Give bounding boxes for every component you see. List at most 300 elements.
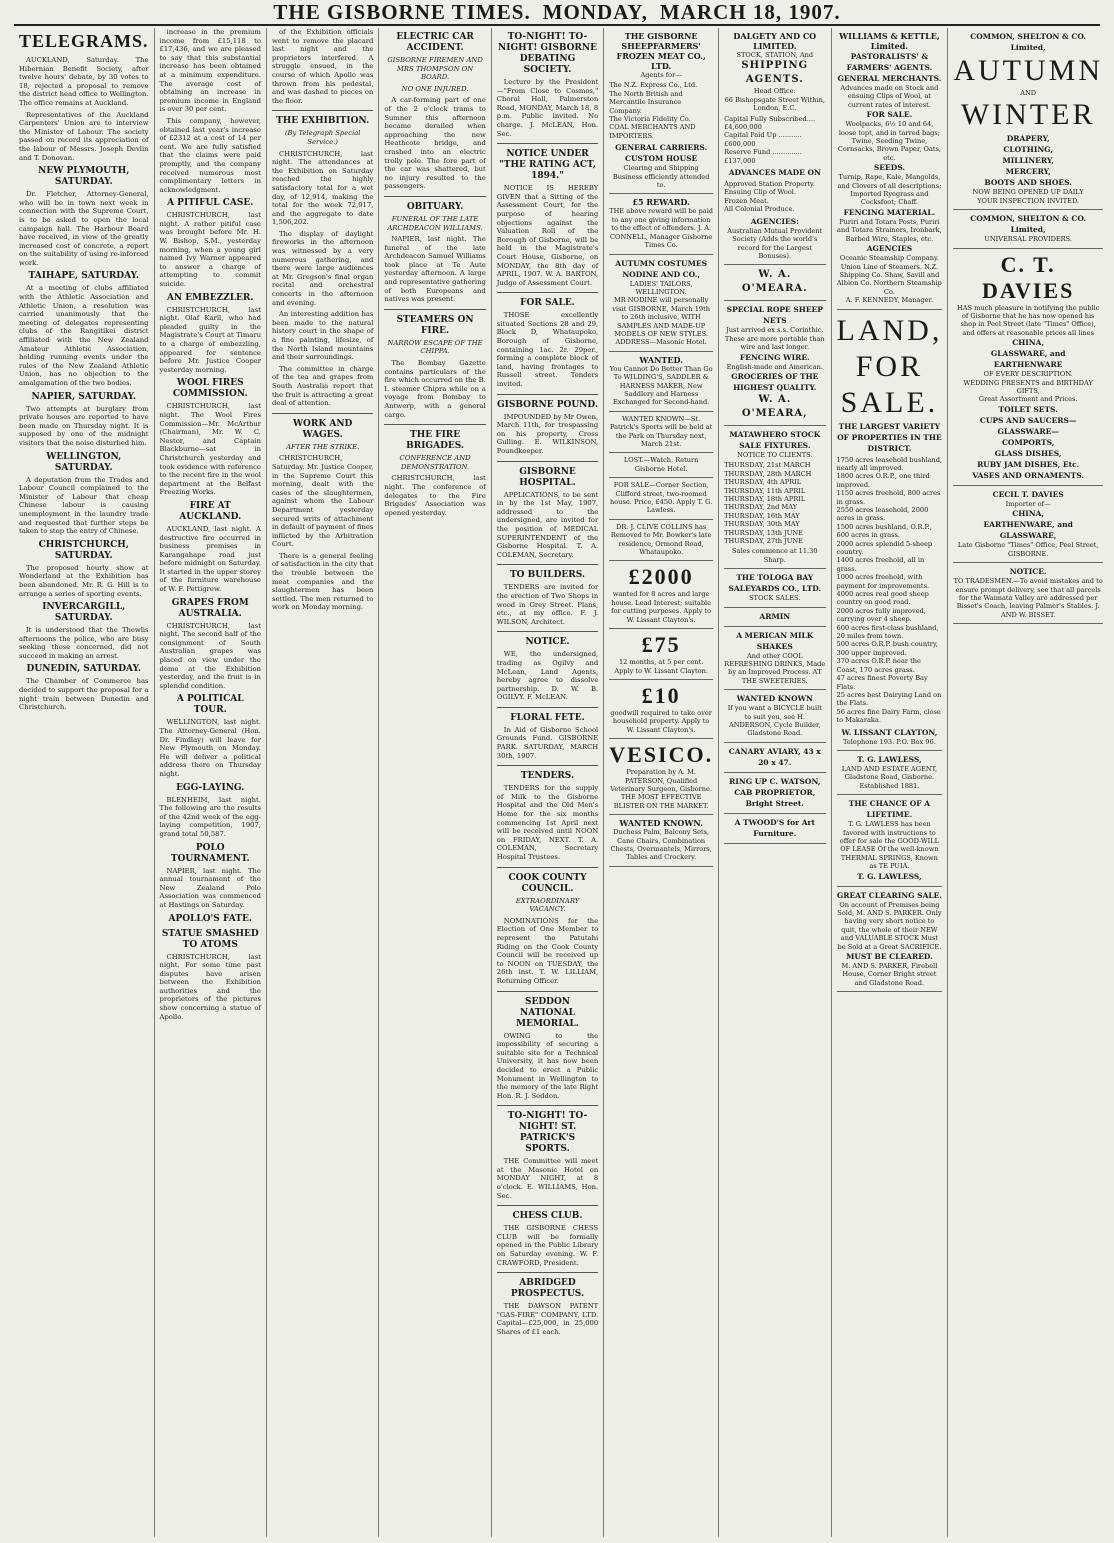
ad-line: ADDRESS—Masonic Hotel. bbox=[615, 338, 707, 347]
ad-line: Agents for— bbox=[640, 71, 682, 79]
ad-title: THE TOLOGA BAY SALEYARDS CO., LTD. bbox=[728, 573, 822, 594]
ad-contact: W. LISSANT CLAYTON, bbox=[841, 727, 938, 737]
article-subheading: GISBORNE FIREMEN AND MRS THOMPSON ON BOARD. bbox=[387, 56, 483, 82]
article-subheading: FUNERAL OF THE LATE ARCHDEACON WILLIAMS. bbox=[387, 214, 483, 232]
advertisement bbox=[609, 629, 713, 680]
ad-title: A TWOOD'S for Art Furniture. bbox=[734, 817, 815, 838]
ad-list-item: GLASSWARE, and bbox=[990, 349, 1066, 359]
ad-line: 12 months, at 5 per cent. Apply to W. Lissant Clayton. bbox=[614, 658, 708, 675]
ad-title: MUST BE CLEARED. bbox=[846, 952, 933, 962]
advertisement bbox=[953, 210, 1103, 248]
advertisement bbox=[609, 412, 713, 454]
notice-heading: TO-NIGHT! TO-NIGHT! GISBORNE DEBATING SOCIETY. bbox=[498, 32, 597, 75]
notice-heading: GISBORNE HOSPITAL. bbox=[519, 466, 576, 488]
notice-text: WE, the undersigned, trading as Ogilvy and McLean, Land Agents, hereby agree to dissolve partnership. D. W. B. OGILVY. F. McLEAN. bbox=[496, 650, 599, 702]
advertisement bbox=[609, 194, 713, 254]
ad-line: STOCK SALES. bbox=[749, 594, 801, 603]
notice-heading: GISBORNE POUND. bbox=[497, 399, 599, 410]
article-paragraph: CHRISTCHURCH, last night. For some time past disputes have arisen between the Exhibition authorities and the proprietors of the pictures show concerning a statue of Apollo. bbox=[159, 952, 261, 1021]
article-paragraph: CHRISTCHURCH, last night. A rather pitiful case was brought before Mr. H. W. Bishop, S.M., yesterday morning, when a young girl named Ivy Warner appeared to answer a charge of attempting to commit suicide. bbox=[159, 211, 261, 289]
ad-line: WANTED KNOWN—St. Patrick's Sports will be held at the Park on Thursday next, March 21st. bbox=[609, 414, 713, 448]
ad-list-item: EARTHENWARE bbox=[993, 360, 1063, 370]
ad-title: AUTUMN COSTUMES bbox=[615, 258, 708, 268]
advertisement bbox=[609, 520, 713, 562]
article-paragraph: AUCKLAND, last night. A destructive fire occurred in business premises in Karangahape road just before midnight on Saturday. It started in the upper storey of the furniture warehouse of W. F. Pettigrew. bbox=[159, 524, 261, 594]
ad-list-item: DRAPERY, bbox=[1006, 134, 1050, 144]
masthead-day: MONDAY, bbox=[542, 0, 648, 24]
advertisement bbox=[953, 249, 1103, 486]
article-paragraph: At a meeting of clubs affiliated with the Athletic Association and Athletic Union, a resolution was carried unanimously that the meeting of delegates representing clubs of the Rangitikei district affiliated with the New Zealand Amateur Athletic Association, holding running events under the rules of the New Zealand Athletic Union, has no objection to the amalgamation of the two bodies. bbox=[19, 284, 149, 387]
masthead bbox=[14, 0, 1100, 26]
masthead-date: MARCH 18, 1907. bbox=[659, 0, 841, 24]
column-8 bbox=[832, 28, 949, 1537]
notice-heading: TO BUILDERS. bbox=[509, 570, 586, 581]
notice-text: TENDERS are invited for the erection of Two Shops in wood in Grey Street. Plans, etc., at my office. F. J. WILSON, Architect. bbox=[496, 583, 599, 626]
notice-heading: ABRIDGED PROSPECTUS. bbox=[510, 1278, 585, 1300]
list-item: 2550 acres leasehold, 2000 acres in grass. bbox=[836, 505, 929, 523]
list-item: THURSDAY, 16th MAY bbox=[724, 511, 800, 520]
article-paragraph: The display of daylight fireworks in the afternoon was witnessed by a very numerous gathering, and there were large audiences at Mr. Gregson's final organ recital and orchestral concerts in the afternoon and evening. bbox=[271, 229, 374, 307]
column-1 bbox=[14, 28, 155, 1537]
article-paragraph: NAPIER, last night. The annual tournament of the New Zealand Polo Association was commenced at Hastings on Saturday. bbox=[159, 866, 261, 909]
ad-line: Puriri and Totara Posts, Puriri and Totara Strainers, Ironbark, Barbed Wire, Staples, etc. bbox=[837, 217, 942, 243]
column-5 bbox=[492, 28, 604, 1537]
ad-line: Advances made on Stock and ensuing Clips of Wool, at current rates of interest. bbox=[840, 84, 939, 109]
ad-line: WEDDING PRESENTS and BIRTHDAY GIFTS, bbox=[963, 378, 1093, 396]
article-paragraph: The Bombay Gazette contains particulars of the fire which occurred on the B. I. steamer Chipra while on a voyage from Bombay to Antwerp, with a general cargo. bbox=[384, 359, 486, 419]
advertisement bbox=[724, 608, 825, 627]
ad-title: VESICO. bbox=[609, 742, 714, 768]
newspaper-columns bbox=[14, 28, 1108, 1537]
advertisement bbox=[724, 690, 825, 743]
article-paragraph: CHRISTCHURCH, Saturday. Mr. Justice Cooper, in the Supreme Court this morning, dealt with the cases of the slaughtermen, against whom the Labour Department yesterday secured writs of attachment in default of payment of fines inflicted by the Arbitration Court. bbox=[271, 454, 374, 549]
dateline: NEW PLYMOUTH, SATURDAY. bbox=[38, 166, 130, 188]
article-paragraph: The proposed hourly show at Wonderland at the Exhibition has been abandoned. Mr. R. G. Hill is to arrange a series of sporting events. bbox=[19, 563, 149, 598]
notice-text: NOTICE IS HEREBY GIVEN that a Sitting of the Assessment Court, for the purpose of hearing objections against the Valuation Roll of the Borough of Gisborne, will be held in the Magistrate's Court House, Gisborne, on MONDAY, the 8th day of APRIL, 1907. W. A. BARTON, Judge of Assessment Court. bbox=[496, 184, 599, 287]
notice-text: THOSE excellently situated Sections 28 and 29, Block D, Whataupoko, Borough of Gisborne, containing 1ac. 2r. 29per., forming a complete block of land, having frontages to Russell street. Tenders invited. bbox=[496, 311, 599, 389]
list-item: Ensuing Clip of Wool. bbox=[724, 188, 797, 197]
list-item: 56 acres fine Dairy Farm, close to Makaraka. bbox=[836, 707, 941, 725]
list-item: 47 acres finest Poverty Bay Flats. bbox=[836, 674, 928, 691]
ad-big-word: FOR bbox=[855, 349, 924, 383]
notice-heading: FLORAL FETE. bbox=[510, 712, 585, 723]
ad-title: WANTED KNOWN bbox=[736, 694, 813, 704]
column-3 bbox=[267, 28, 379, 1537]
article-paragraph: A deputation from the Trades and Labour Council complained to the Minister of Labour that cheap Chinese labour is causing unemployment in the laundry trade and requested that further steps be taken to stop the entry of Chinese. bbox=[19, 475, 149, 536]
divider bbox=[384, 424, 485, 425]
ad-line: LAND AND ESTATE AGENT, Gladstone Road, Gisborne. Established 1881. bbox=[841, 764, 938, 790]
article-heading: STEAMERS ON FIRE. bbox=[396, 314, 474, 336]
ad-title: CECIL T. DAVIES bbox=[992, 489, 1064, 499]
advertisement bbox=[609, 680, 713, 739]
ad-list-item: CHINA, bbox=[1012, 509, 1045, 519]
notice-text: THE DAWSON PATENT "GAS-FIRE" COMPANY, LTD. Capital—£25,000, in 25,000 Shares of £1 each. bbox=[496, 1302, 599, 1336]
ad-list-item: TOILET SETS. bbox=[998, 404, 1058, 414]
ad-title: WANTED. bbox=[639, 354, 683, 365]
article-heading: WOOL FIRES COMMISSION. bbox=[172, 378, 248, 400]
notice-heading: FOR SALE. bbox=[520, 298, 575, 309]
ad-big-word: AUTUMN bbox=[953, 54, 1103, 87]
article-heading: A POLITICAL TOUR. bbox=[176, 694, 244, 716]
divider bbox=[497, 991, 598, 992]
notice-heading: NOTICE. bbox=[525, 637, 570, 648]
article-heading: FIRE AT AUCKLAND. bbox=[179, 500, 242, 522]
ad-line: goodwill required to take over household property. Apply to W. Lissant Clayton's. bbox=[610, 708, 712, 734]
list-item: THURSDAY, 30th MAY bbox=[724, 520, 800, 529]
ad-line: Oceanic Steamship Company. Union Line of Steamers. N.Z. Shipping Co. Shaw, Savill and Albion Co. Northern Steamship Co. bbox=[836, 254, 942, 296]
advertisement bbox=[724, 773, 825, 814]
ad-title: SEEDS. bbox=[873, 163, 905, 173]
advertisement bbox=[609, 815, 713, 867]
ad-title: CANARY AVIARY, 43 x 20 x 47. bbox=[728, 746, 821, 767]
article-heading: GRAPES FROM AUSTRALIA. bbox=[171, 597, 249, 619]
ad-title: GROCERIES OF THE HIGHEST QUALITY. bbox=[731, 371, 819, 392]
advertisement bbox=[953, 486, 1103, 563]
ad-title: MATAWHERO STOCK SALE FIXTURES. bbox=[729, 429, 821, 450]
ad-line: NOW BEING OPENED UP DAILY bbox=[972, 188, 1084, 197]
ad-line: A. F. KENNEDY, Manager. bbox=[845, 296, 934, 305]
ad-title: SHIPPING AGENTS. bbox=[741, 60, 809, 86]
ad-line: Just arrived ex s.s. Corinthic. These are more portable than wire and last longer. bbox=[724, 326, 825, 352]
ad-line: FOR SALE—Corner Section, Clifford street, two-roomed house. Price, £450. Apply T. G. Lawless. bbox=[610, 481, 713, 515]
list-item: THURSDAY, 2nd MAY bbox=[724, 503, 798, 512]
list-item: THURSDAY, 21st MARCH bbox=[724, 461, 811, 470]
ad-line: Duchess Palm, Balcony Sets, Cane Chairs, Combination Chests, Overmantels, Mirrors, Tables and Crockery. bbox=[610, 828, 712, 862]
ad-line: DR. J. CLIVE COLLINS has Removed to Mr. Bowker's late residence, Ormond Road, Whataupoko. bbox=[610, 522, 712, 557]
ad-list-item: EARTHENWARE, and bbox=[983, 520, 1073, 530]
article-heading: OBITUARY. bbox=[406, 201, 464, 212]
ad-title: W. A. O'MEARA, bbox=[741, 393, 808, 419]
advertisement bbox=[724, 743, 825, 773]
ad-title: GENERAL CARRIERS. bbox=[615, 143, 708, 153]
divider bbox=[497, 143, 598, 144]
dateline: TAIHAPE, SATURDAY. bbox=[28, 271, 140, 282]
article-paragraph: Two attempts at burglary from private houses are reported to have been made on Thursday night. It is supposed by one of the midnight visitors that the noise disturbed him. bbox=[19, 404, 149, 447]
ad-amount: £10 bbox=[641, 682, 681, 708]
ad-line: NOTICE TO CLIENTS. bbox=[737, 450, 813, 459]
list-item: 4000 acres real good sheep country on good road. bbox=[836, 590, 929, 607]
notice-text: NOMINATIONS for the Election of One Member to represent the Patutahi Riding on the Cook County Council will be received up to NOON on TUESDAY, the 26th inst. T. W. LILLIAM, Returning Officer. bbox=[496, 916, 599, 985]
advertisement bbox=[724, 814, 825, 844]
telegrams-heading: TELEGRAMS. bbox=[19, 31, 149, 51]
list-item: Reserve Fund .............. £137,000 bbox=[724, 148, 802, 165]
advertisement bbox=[609, 453, 713, 478]
ad-list-item: BOOTS AND SHOES. bbox=[984, 178, 1072, 188]
article-paragraph: This company, however, obtained last year's increase of £2312 at a cost of 14 per cent. We are fully satisfied that the claims were paid promptly, and the company received numerous most complimentary letters in acknowledgment. bbox=[159, 116, 261, 194]
divider bbox=[497, 292, 598, 293]
list-item: THURSDAY, 4th APRIL bbox=[724, 478, 802, 487]
divider bbox=[384, 196, 485, 197]
ad-list bbox=[609, 81, 713, 140]
ad-line: Head Office: bbox=[753, 87, 796, 96]
list-item: 2000 acres splendid 5-sheep country. bbox=[836, 539, 933, 556]
advertisement bbox=[724, 627, 825, 691]
ad-title: ARMIN bbox=[759, 611, 791, 621]
ad-title: AGENCIES: bbox=[750, 216, 799, 226]
list-item: THURSDAY, 11th APRIL bbox=[724, 486, 806, 495]
column-9 bbox=[948, 28, 1108, 1537]
ad-list-item: GLASSWARE— bbox=[997, 426, 1059, 436]
divider bbox=[497, 765, 598, 766]
list-item: 25 acres best Dairying Land on the Flats. bbox=[836, 690, 942, 708]
advertisement bbox=[837, 751, 943, 795]
divider bbox=[497, 1105, 598, 1106]
list-item: 1750 acres leasehold bushland, nearly all improved. bbox=[836, 455, 943, 472]
notice-heading: TENDERS. bbox=[520, 771, 575, 782]
ad-title: GREAT CLEARING SALE. bbox=[836, 890, 942, 900]
ad-big-word: C. T. DAVIES bbox=[982, 251, 1075, 303]
article-heading: THE FIRE BRIGADES. bbox=[406, 430, 465, 452]
ad-title: RING UP C. WATSON, CAB PROPRIETOR, Bright Street. bbox=[729, 776, 821, 808]
ad-list-item: COMPORTS, bbox=[1001, 437, 1055, 447]
article-subheading: STATUE SMASHED TO ATOMS bbox=[161, 928, 259, 950]
article-paragraph: CHRISTCHURCH, last night. The Wool Fires Commission—Mr. McArthur (Chairman), Mr. W. C. Nestor, and Captain Blackburne—sat in Christchurch yesterday and took evidence with reference to the recent fire in the wool department at the Belfast Freezing Works. bbox=[159, 402, 261, 497]
advertisement bbox=[724, 28, 825, 265]
ad-title: COMMON, SHELTON & CO. Limited, bbox=[970, 32, 1087, 52]
ad-list bbox=[724, 115, 825, 165]
list-item: All Colonial Produce. bbox=[724, 205, 795, 214]
ad-line: If you want a BICYCLE built to suit you, see H. ANDERSON, Cycle Builder, Gladstone Road. bbox=[727, 704, 822, 738]
ad-title: SPECIAL ROPE SHEEP NETS bbox=[726, 305, 823, 326]
ad-list-item: MERCERY, bbox=[1005, 167, 1051, 177]
ad-amount: £2000 bbox=[628, 564, 694, 590]
ad-title: CUSTOM HOUSE bbox=[625, 154, 698, 164]
notice-text: APPLICATIONS, to be sent in by the 1st May, 1907, addressed to the undersigned, are invited for the position of MEDICAL SUPERINTENDENT of the Gisborne Hospital. T. A. COLEMAN, Secretary. bbox=[496, 490, 599, 559]
list-item: 2000 acres fully improved, carrying over 4 sheep. bbox=[836, 606, 926, 624]
ad-line: And other COOL REFRESHING DRINKS, Made by an Improved Process. AT THE SWEETERIES. bbox=[724, 651, 826, 685]
divider bbox=[272, 413, 373, 414]
advertisement bbox=[837, 887, 943, 993]
article-heading: THE EXHIBITION. bbox=[276, 116, 370, 127]
ad-title: W. A. O'MEARA. bbox=[741, 269, 808, 295]
ad-list-item: RUBY JAM DISHES, Etc. bbox=[977, 459, 1080, 469]
ad-title: FENCING WIRE. bbox=[739, 352, 810, 362]
column-6 bbox=[604, 28, 719, 1537]
article-paragraph: A car-forming part of one of the 2 o'clock trams to Sumner this afternoon became derailed when approaching the new Heathcote bridge, and crashed into an electric trolly pole. The fore part of the car was shattered, but no injury resulted to the passengers. bbox=[384, 96, 486, 191]
advertisement bbox=[837, 28, 943, 310]
ad-title: ADVANCES MADE ON bbox=[728, 168, 821, 178]
article-paragraph: WELLINGTON, last night. The Attorney-General (Hon. Dr. Findlay) will leave for New Plymouth on Monday. He will deliver a political address there on Thursday night. bbox=[159, 718, 261, 778]
list-item: 1500 acres bushland, O.R.P., 600 acres in grass. bbox=[836, 522, 932, 540]
list-item: 1400 acres freehold, all in grass. bbox=[836, 556, 925, 573]
list-item: Approved Station Property. bbox=[724, 180, 815, 189]
ad-big-word: WINTER bbox=[960, 98, 1096, 132]
advertisement bbox=[609, 255, 713, 352]
advertisement bbox=[953, 28, 1103, 210]
article-heading: EGG-LAYING. bbox=[176, 782, 245, 793]
list-item: THURSDAY, 27th JUNE bbox=[724, 537, 803, 545]
ad-line: Late Gisborne "Times" Office, Peel Street, GISBORNE. bbox=[957, 541, 1099, 558]
ad-list-item: GLASSWARE, bbox=[999, 531, 1057, 541]
notice-text: THE GISBORNE CHESS CLUB will be formally opened in the Public Library on Saturday evening. W. F. CRAWFORD, President. bbox=[496, 1224, 599, 1267]
notice-heading: COOK COUNTY COUNCIL. bbox=[508, 872, 587, 894]
ad-list-item: MILLINERY, bbox=[1002, 156, 1054, 166]
ad-title: £5 REWARD. bbox=[632, 197, 690, 208]
advertisement bbox=[609, 352, 713, 412]
advertisement bbox=[837, 310, 943, 751]
ad-title: A MERICAN MILK SHAKES bbox=[736, 630, 814, 651]
list-item: 1800 acres O.R.P., one third improved. bbox=[836, 472, 930, 489]
list-item: THURSDAY, 18th APRIL bbox=[724, 494, 806, 503]
ad-big-word: SALE. bbox=[840, 385, 939, 419]
article-subheading: (By Telegraph Special Service.) bbox=[284, 129, 361, 146]
advertisement bbox=[724, 569, 825, 607]
ad-title: PASTORALISTS' & FARMERS' AGENTS. GENERAL MERCHANTS. bbox=[837, 52, 942, 83]
ad-title: T. G. LAWLESS, bbox=[857, 871, 922, 881]
article-paragraph: The committee in charge of the tea and grapes from South Australia report that the fruit is attracting a great deal of attention. bbox=[271, 364, 374, 408]
advertisement bbox=[609, 561, 713, 629]
advertisement bbox=[609, 478, 713, 520]
list-item: COAL MERCHANTS AND IMPORTERS. bbox=[609, 123, 696, 140]
ad-subtitle: THE LARGEST VARIETY OF PROPERTIES IN THE DISTRICT. bbox=[837, 421, 942, 453]
article-heading: APOLLO'S FATE. bbox=[168, 913, 252, 924]
article-subheading: NARROW ESCAPE OF THE CHIPPA. bbox=[387, 338, 483, 356]
article-paragraph: BLENHEIM, last night. The following are the results of the 42nd week of the egg-laying competition, 1907, grand total 50,587. bbox=[159, 795, 261, 838]
ad-line: TO TRADESMEN.—To avoid mistakes and to ensure prompt delivery, see that all parcels for the Waimata Valley are addressed per Bisset's Coach, leaving Palmer's Stables. J. AND W. BISSET. bbox=[953, 577, 1103, 619]
ad-line: Preparation by A. M. PATERSON, Qualified Veterinary Surgeon, Gisborne. THE MOST EFFECTIVE BLISTER ON THE MARKET. bbox=[610, 768, 713, 810]
dateline: DUNEDIN, SATURDAY. bbox=[26, 664, 141, 675]
notice-heading: SEDDON NATIONAL MEMORIAL. bbox=[516, 996, 579, 1029]
ad-title: FENCING MATERIAL. bbox=[843, 207, 936, 217]
advertisement bbox=[837, 795, 943, 886]
divider bbox=[497, 394, 598, 395]
dateline: INVERCARGILL, SATURDAY. bbox=[42, 602, 126, 624]
divider bbox=[497, 564, 598, 565]
list-item: Capital Fully Subscribed....£4,600,000 bbox=[724, 114, 816, 132]
dateline: NAPIER, SATURDAY. bbox=[31, 391, 137, 402]
ad-line: AND bbox=[1020, 89, 1037, 97]
ad-title: THE GISBORNE SHEEPFARMERS' FROZEN MEAT CO., LTD. bbox=[616, 31, 706, 71]
ad-line: wanted for 8 acres and large house. Lead Interest; suitable for cutting purposes. Apply to W. Lissant Clayton's. bbox=[611, 590, 712, 624]
divider bbox=[497, 1205, 598, 1206]
ad-line: On account of Premises being Sold, M. AND S. PARKER. Only having very short notice to quit, the whole of their NEW and VALUABLE STOCK Must be Sold at a Great SACRIFICE. bbox=[837, 900, 942, 951]
article-paragraph: AUCKLAND, Saturday. The Hibernian Benefit Society, after twelve hours' debate, by 30 votes to 18, rejected a proposal to remove the district head office to Wellington. The office remains at Auckland. bbox=[19, 56, 149, 107]
ad-title: WANTED KNOWN. bbox=[619, 818, 703, 829]
ad-line: LOST.—Watch. Return Gisborne Hotel. bbox=[623, 456, 699, 473]
divider bbox=[497, 867, 598, 868]
list-item: The N.Z. Express Co., Ltd. bbox=[609, 81, 698, 90]
notice-text: Lecture by the President—"From Close to Cosmos," Choral Hall, Palmerston Road, MONDAY, March 18, 8 p.m. Public invited. No charge. J. McLEAN, Hon. Sec. bbox=[496, 78, 599, 138]
column-7 bbox=[719, 28, 831, 1537]
dateline: CHRISTCHURCH, SATURDAY. bbox=[38, 539, 129, 561]
article-subheading: NO ONE INJURED. bbox=[401, 84, 469, 93]
ad-line: Importer of— bbox=[1005, 499, 1051, 508]
ad-line: Telephone 193. P.O. Box 96. bbox=[843, 737, 936, 746]
ad-line: 66 Bishopsgate Street Within, London, E.C. bbox=[724, 95, 825, 113]
advertisement bbox=[724, 265, 825, 301]
article-heading: AN EMBEZZLER. bbox=[166, 292, 254, 303]
column-2 bbox=[155, 28, 267, 1537]
article-heading: POLO TOURNAMENT. bbox=[170, 842, 250, 864]
ad-line: UNIVERSAL PROVIDERS. bbox=[984, 235, 1073, 244]
ad-line: Clearing and Shipping Business efficiently attended to. bbox=[612, 164, 710, 190]
ad-title: FOR SALE. bbox=[866, 110, 913, 120]
divider bbox=[384, 309, 485, 310]
ad-list-item: CLOTHING, bbox=[1003, 145, 1053, 155]
article-heading: ELECTRIC CAR ACCIDENT. bbox=[396, 32, 474, 53]
notice-heading: NOTICE UNDER "THE RATING ACT, 1894." bbox=[499, 149, 596, 182]
list-item: The North British and Mercantile Insurance Company. bbox=[609, 89, 683, 115]
ad-list-item: CUPS AND SAUCERS— bbox=[979, 415, 1077, 425]
advertisement bbox=[953, 563, 1103, 624]
notice-text: TENDERS for the supply of Milk to the Gisborne Hospital and the Old Men's Home for the six months commencing 1st April next will be received until NOON on FRIDAY, NEXT. T. A. COLEMAN, Secretary Hospital Trustees. bbox=[496, 784, 599, 861]
article-paragraph: There is a general feeling of satisfaction in the city that the trouble between the meat companies and the slaughtermen has been settled. The men returned to work on Monday morning. bbox=[271, 551, 374, 612]
notice-text: THE Committee will meet at the Masonic Hotel on MONDAY NIGHT, at 8 o'clock. E. WILLIAMS, Hon. Sec. bbox=[496, 1157, 599, 1200]
list-item: 600 acres first-class bushland, 20 miles from town. bbox=[836, 623, 939, 641]
ad-title: COMMON, SHELTON & CO. Limited, bbox=[970, 214, 1087, 235]
advertisement bbox=[724, 301, 825, 426]
ad-line: Australian Mutual Provident Society (Adds the world's record for the Largest Bonuses). bbox=[727, 226, 823, 260]
masthead-name: THE GISBORNE TIMES. bbox=[273, 0, 531, 24]
ad-line: T. G. LAWLESS has been favored with instructions to offer for sale the GOOD-WILL OF LEASE Of the well-known THERMAL SPRINGS, Known as TE PUIA. bbox=[839, 820, 940, 871]
article-paragraph: Dr. Fletcher, Attorney-General, who will be in town next week in connection with the Supreme Court, is to be asked to open the local campaign hall. The Harbour Board have received, in view of the greatly increased cost of concrete, a report on the suitability of using re-inforced work. bbox=[19, 190, 149, 267]
ad-line: HAS much pleasure in notifying the public of Gisborne that he has now opened his shop in Peel Street (late "Times" Office), and offers at reasonable prices all lines bbox=[956, 303, 1100, 337]
list-item: 500 acres O.R.P. bush country, 300 upper improved. bbox=[836, 640, 938, 657]
ad-title: WILLIAMS & KETTLE, Limited. bbox=[839, 31, 940, 51]
column-4 bbox=[379, 28, 491, 1537]
notice-heading: TO-NIGHT! TO-NIGHT! ST. PATRICK'S SPORTS. bbox=[507, 1111, 588, 1155]
ad-line: YOUR INSPECTION INVITED. bbox=[977, 196, 1080, 205]
list-item: 1000 acres freehold, with payment for improvements. bbox=[836, 573, 930, 590]
ad-list-item: CHINA, bbox=[1012, 338, 1045, 348]
advertisement bbox=[609, 739, 713, 815]
advertisement bbox=[724, 426, 825, 569]
notice-text: OWING to the impossibility of securing a suitable site for a Technical University, it has now been decided to erect a Public Monument in Wellington to the memory of the late Right Hon. R. J. Seddon. bbox=[496, 1031, 599, 1100]
ad-title: NOTICE. bbox=[1009, 567, 1047, 577]
article-subheading: CONFERENCE AND DEMONSTRATION. bbox=[399, 454, 471, 471]
ad-title: DALGETY AND CO LIMITED. bbox=[733, 31, 817, 51]
list-item: 370 acres O.R.P. near the Coast, 170 acres grass. bbox=[836, 657, 921, 674]
notice-subheading: EXTRAORDINARY VACANCY. bbox=[515, 896, 580, 914]
ad-list bbox=[837, 456, 943, 725]
ad-line: M. AND S. PARKER, Firebell House, Corner Bright street and Gladstone Road. bbox=[841, 962, 938, 987]
article-heading: WORK AND WAGES. bbox=[292, 418, 353, 440]
divider bbox=[497, 1272, 598, 1273]
ad-list bbox=[724, 180, 825, 214]
notice-heading: CHESS CLUB. bbox=[512, 1211, 583, 1222]
notice-text: In Aid of Gisborne School Grounds Fund. GISBORNE PARK. SATURDAY, MARCH 30th, 1907. bbox=[496, 725, 599, 760]
ad-line: English-made and American. bbox=[726, 362, 823, 371]
article-paragraph: CHRISTCHURCH, last night. The conference of delegates to the Fire Brigades' Association was opened yesterday. bbox=[384, 474, 486, 517]
ad-line: LADIES' TAILORS, WELLINGTON. bbox=[629, 279, 693, 296]
list-item: THURSDAY, 13th JUNE bbox=[724, 528, 803, 537]
article-paragraph: CHRISTCHURCH, last night. The attendances at the Exhibition on Saturday reached the highly satisfactory total for a wet day, of 12,914, making the total for the week 72,917, and the aggregate to date 1,506,202. bbox=[271, 149, 374, 227]
ad-list-item: GLASS DISHES, bbox=[994, 448, 1062, 458]
ad-list bbox=[724, 461, 825, 545]
article-paragraph: CHRISTCHURCH, last night. Olaf Karll, who had pleaded guilty in the Magistrate's Court at Timaru to a charge of embezzling, appeared for sentence before Mr. Justice Cooper yesterday morning. bbox=[159, 305, 261, 374]
advertisement bbox=[609, 28, 713, 194]
ad-title: T. G. LAWLESS, bbox=[857, 754, 922, 764]
divider bbox=[497, 631, 598, 632]
ad-line: Turnip, Rape, Kale, Mangolds, and Clovers of all descriptions; Imported Ryegrass and Cocksfoot; Chaff. bbox=[837, 173, 942, 207]
ad-line: STOCK, STATION, And bbox=[736, 51, 814, 59]
list-item: The Victoria Fidelity Co. bbox=[609, 115, 691, 124]
article-paragraph: increase in the premium income from £15,118 to £17,436, and we are pleased to say that this substantial increase has been obtained at a minimum expenditure. The average cost of obtaining an increase in premium income in England is over 30 per cent. bbox=[159, 28, 261, 114]
divider bbox=[497, 707, 598, 708]
ad-big-word: LAND, bbox=[836, 313, 943, 347]
article-paragraph: CHRISTCHURCH, last night. The second half of the consignment of South Australian grapes was placed on view under the dome at the Exhibition yesterday, and the fruit is in splendid condition. bbox=[159, 621, 261, 690]
list-item: Frozen Meat. bbox=[724, 196, 769, 205]
ad-title: NODINE AND CO., bbox=[622, 269, 700, 279]
ad-list-item: VASES AND ORNAMENTS. bbox=[972, 470, 1084, 480]
article-subheading: AFTER THE STRIKE. bbox=[286, 442, 360, 451]
notice-text: IMPOUNDED by Mr Owen, March 11th, for trespassing on his property, Cross Gulling. E. WILKINSON, Poundkeeper. bbox=[496, 412, 599, 455]
ad-title: AGENCIES bbox=[866, 244, 913, 254]
article-heading: A PITIFUL CASE. bbox=[167, 198, 254, 209]
article-paragraph: The Chamber of Commerce has decided to support the proposal for a night train between Dunedin and Christchurch. bbox=[19, 677, 149, 712]
article-paragraph: An interesting addition has been made to the natural history court in the shape of a fine painting, lifesize, of the North Island mountains and their surroundings. bbox=[271, 310, 374, 362]
ad-line: OF EVERY DESCRIPTION. bbox=[983, 370, 1073, 379]
